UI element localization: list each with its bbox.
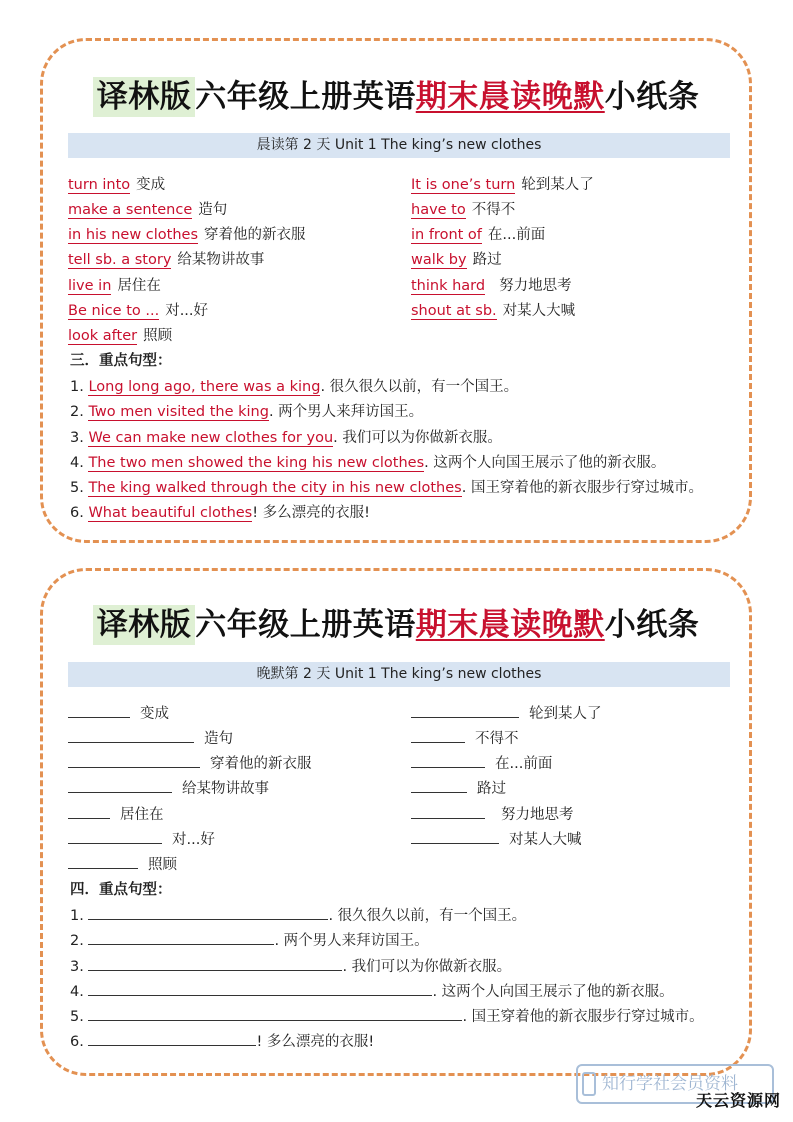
- blank-item: 照顾: [68, 853, 177, 875]
- evening-title: 译林版 六年级上册英语期末晨读晚默小纸条: [43, 599, 749, 644]
- blank-item: 轮到某人了: [411, 702, 602, 724]
- vocab-item: shout at sb. 对某人大喊: [411, 303, 576, 319]
- sentence-blank-item: 1. . 很久很久以前，有一个国王。: [70, 904, 526, 925]
- sentence-item: 6. What beautiful clothes! 多么漂亮的衣服!: [70, 505, 370, 521]
- vocab-item: in his new clothes 穿着他的新衣服: [68, 227, 306, 243]
- blank-item: 在...前面: [411, 752, 552, 774]
- answer-blank[interactable]: [68, 803, 110, 819]
- answer-blank[interactable]: [411, 752, 485, 768]
- blank-item: 对...好: [68, 828, 215, 850]
- blank-item: 路过: [411, 777, 506, 799]
- sentence-item: 3. We can make new clothes for you. 我们可以为你做新衣服。: [70, 430, 502, 446]
- blank-item: 居住在: [68, 803, 164, 825]
- answer-blank[interactable]: [411, 803, 485, 819]
- evening-header-bar: 晚默第 2 天 Unit 1 The king’s new clothes: [68, 662, 730, 687]
- blank-item: 变成: [68, 702, 169, 724]
- sentence-item: 5. The king walked through the city in his new clothes. 国王穿着他的新衣服步行穿过城市。: [70, 480, 703, 496]
- watermark-stamp: 知行学社会员资料: [576, 1064, 774, 1104]
- answer-blank[interactable]: [68, 752, 200, 768]
- vocab-item: make a sentence 造句: [68, 202, 228, 218]
- answer-blank[interactable]: [411, 828, 499, 844]
- answer-blank[interactable]: [68, 853, 138, 869]
- sentence-item: 2. Two men visited the king. 两个男人来拜访国王。: [70, 404, 424, 420]
- morning-card: [40, 38, 752, 543]
- vocab-item: Be nice to ... 对...好: [68, 303, 209, 319]
- vocab-item: in front of 在...前面: [411, 227, 546, 243]
- evening-section-title: 四．重点句型：: [70, 882, 172, 898]
- blank-item: 造句: [68, 727, 233, 749]
- answer-blank[interactable]: [88, 929, 274, 945]
- vocab-item: think hard 努力地思考: [411, 278, 572, 294]
- evening-card: [40, 568, 752, 1076]
- blank-item: 不得不: [411, 727, 519, 749]
- sentence-item: 1. Long long ago, there was a king. 很久很久以前，有一个国王。: [70, 379, 519, 395]
- vocab-item: walk by 路过: [411, 252, 502, 268]
- sentence-blank-item: 6. ! 多么漂亮的衣服!: [70, 1030, 374, 1051]
- phone-icon: [582, 1072, 596, 1096]
- answer-blank[interactable]: [68, 828, 162, 844]
- blank-item: 努力地思考: [411, 803, 574, 825]
- blank-item: 给某物讲故事: [68, 777, 269, 799]
- answer-blank[interactable]: [411, 702, 519, 718]
- vocab-item: It is one’s turn 轮到某人了: [411, 177, 594, 193]
- answer-blank[interactable]: [88, 1005, 462, 1021]
- vocab-item: have to 不得不: [411, 202, 516, 218]
- answer-blank[interactable]: [68, 727, 194, 743]
- answer-blank[interactable]: [88, 980, 432, 996]
- answer-blank[interactable]: [88, 955, 342, 971]
- answer-blank[interactable]: [411, 727, 465, 743]
- sentence-blank-item: 5. . 国王穿着他的新衣服步行穿过城市。: [70, 1005, 704, 1026]
- morning-section-title: 三．重点句型：: [70, 353, 172, 369]
- brand-label: 天云资源网: [696, 1091, 782, 1110]
- sentence-item: 4. The two men showed the king his new clothes. 这两个人向国王展示了他的新衣服。: [70, 455, 666, 471]
- sentence-blank-item: 3. . 我们可以为你做新衣服。: [70, 955, 511, 976]
- answer-blank[interactable]: [411, 777, 467, 793]
- morning-title: 译林版 六年级上册英语期末晨读晚默小纸条: [43, 71, 749, 116]
- morning-header-bar: 晨读第 2 天 Unit 1 The king’s new clothes: [68, 133, 730, 158]
- vocab-item: turn into 变成: [68, 177, 166, 193]
- vocab-item: tell sb. a story 给某物讲故事: [68, 252, 265, 268]
- blank-item: 对某人大喊: [411, 828, 582, 850]
- sentence-blank-item: 4. . 这两个人向国王展示了他的新衣服。: [70, 980, 674, 1001]
- sentence-blank-item: 2. . 两个男人来拜访国王。: [70, 929, 429, 950]
- answer-blank[interactable]: [88, 1030, 256, 1046]
- answer-blank[interactable]: [68, 777, 172, 793]
- vocab-item: live in 居住在: [68, 278, 161, 294]
- vocab-item: look after 照顾: [68, 328, 173, 344]
- answer-blank[interactable]: [88, 904, 328, 920]
- blank-item: 穿着他的新衣服: [68, 752, 312, 774]
- answer-blank[interactable]: [68, 702, 130, 718]
